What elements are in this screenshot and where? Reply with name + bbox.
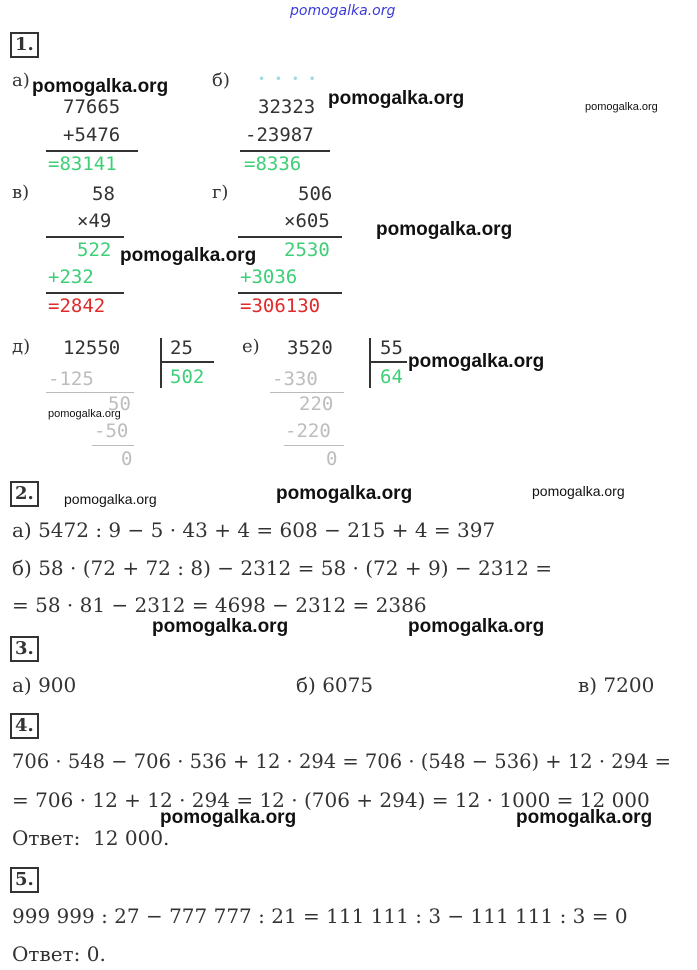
- task-1e-remainder-1: 220: [299, 393, 334, 415]
- task-1v-partial-1: 522: [77, 239, 112, 261]
- task-4-line-1: 706 · 548 − 706 · 536 + 12 · 294 = 706 · (548 − 536) + 12 · 294 =: [12, 750, 672, 773]
- site-watermark-small: pomogalka.org: [585, 101, 658, 113]
- task-1v-result: =2842: [48, 295, 106, 317]
- task-1d-rule-2: [92, 445, 134, 446]
- task-1a-label: а): [12, 70, 30, 91]
- task-1d-dividend: 12550: [63, 337, 121, 359]
- task-1g-rule-1: [238, 236, 342, 238]
- task-5-line-1: 999 999 : 27 − 777 777 : 21 = 111 111 : 3 − 111 111 : 3 = 0: [12, 904, 628, 928]
- task-1e-divider-bar: [369, 338, 371, 388]
- task-1v-label: в): [12, 182, 30, 203]
- task-1e-dividend: 3520: [287, 337, 333, 359]
- task-1v-operand-1: 58: [92, 183, 115, 205]
- task-1b-rule: [240, 150, 330, 152]
- task-2-line-a: а) 5472 : 9 − 5 · 43 + 4 = 608 − 215 + 4 = 397: [12, 518, 496, 542]
- task-1e-label: е): [242, 336, 260, 357]
- task-1e-quotient-rule: [371, 361, 407, 363]
- task-1g-partial-1: 2530: [284, 239, 330, 261]
- task-1b-dots: • • • •: [258, 72, 319, 86]
- task-1g-partial-2: +3036: [240, 266, 298, 288]
- task-1g-result: =306130: [240, 295, 321, 317]
- task-1d-subtrahend-1: -125: [48, 368, 94, 390]
- task-1d-subtrahend-2: -50: [94, 420, 129, 442]
- task-1a-rule: [46, 150, 138, 152]
- task-1d-remainder-2: 0: [121, 448, 133, 470]
- task-1d-quotient: 502: [170, 366, 205, 388]
- task-5-answer: Ответ: 0.: [12, 942, 106, 966]
- site-watermark-top: pomogalka.org: [290, 3, 396, 19]
- task-1g-label: г): [212, 182, 229, 203]
- site-watermark: pomogalka.org: [408, 351, 545, 372]
- task-4-line-2: = 706 · 12 + 12 · 294 = 12 · (706 + 294) = 12 · 1000 = 12 000: [12, 788, 650, 812]
- task-1b-result: =8336: [244, 153, 302, 175]
- site-watermark: pomogalka.org: [152, 616, 289, 637]
- task-1e-remainder-2: 0: [326, 448, 338, 470]
- task-3-answer-a: а) 900: [12, 673, 77, 697]
- task-1e-quotient: 64: [380, 366, 403, 388]
- task-4-number: 4.: [10, 713, 39, 739]
- task-2-number: 2.: [10, 481, 39, 507]
- site-watermark: pomogalka.org: [276, 483, 413, 504]
- task-1e-divisor: 55: [380, 337, 403, 359]
- site-watermark-medium: pomogalka.org: [532, 483, 625, 499]
- task-1v-operand-2: ×49: [77, 210, 112, 232]
- task-1a-result: =83141: [48, 153, 117, 175]
- task-1v-rule-1: [46, 236, 124, 238]
- task-1b-label: б): [212, 70, 230, 91]
- task-1v-rule-2: [46, 292, 124, 294]
- site-watermark: pomogalka.org: [32, 76, 169, 97]
- task-1d-label: д): [12, 336, 31, 357]
- task-1e-subtrahend-2: -220: [285, 420, 331, 442]
- task-2-line-b-cont: = 58 · 81 − 2312 = 4698 − 2312 = 2386: [12, 593, 427, 617]
- task-1a-operand-2: +5476: [63, 124, 121, 146]
- task-4-answer: Ответ: 12 000.: [12, 826, 170, 850]
- site-watermark: pomogalka.org: [376, 219, 513, 240]
- task-1b-operand-2: -23987: [245, 124, 314, 146]
- task-5-number: 5.: [10, 867, 39, 893]
- site-watermark: pomogalka.org: [408, 616, 545, 637]
- site-watermark: pomogalka.org: [328, 88, 465, 109]
- task-2-line-b: б) 58 · (72 + 72 : 8) − 2312 = 58 · (72 + 9) − 2312 =: [12, 556, 552, 580]
- site-watermark: pomogalka.org: [120, 245, 257, 266]
- task-1b-operand-1: 32323: [258, 96, 316, 118]
- task-3-answer-b: б) 6075: [296, 673, 374, 697]
- task-1a-operand-1: 77665: [63, 96, 121, 118]
- site-watermark: pomogalka.org: [516, 807, 653, 828]
- task-1d-quotient-rule: [162, 361, 214, 363]
- site-watermark: pomogalka.org: [160, 807, 297, 828]
- site-watermark-medium: pomogalka.org: [64, 491, 157, 507]
- task-1g-rule-2: [238, 292, 342, 294]
- task-1g-operand-1: 506: [298, 183, 333, 205]
- task-1d-remainder-1: 50: [108, 393, 131, 415]
- task-3-number: 3.: [10, 636, 39, 662]
- task-1e-subtrahend-1: -330: [272, 368, 318, 390]
- task-1d-divider-bar: [160, 338, 162, 388]
- task-1d-divisor: 25: [170, 337, 193, 359]
- site-watermark-small: pomogalka.org: [48, 408, 121, 420]
- task-3-answer-v: в) 7200: [578, 673, 655, 697]
- task-1g-operand-2: ×605: [284, 210, 330, 232]
- task-1e-rule-2: [284, 445, 344, 446]
- task-1v-partial-2: +232: [48, 266, 94, 288]
- task-1-number: 1.: [10, 32, 39, 58]
